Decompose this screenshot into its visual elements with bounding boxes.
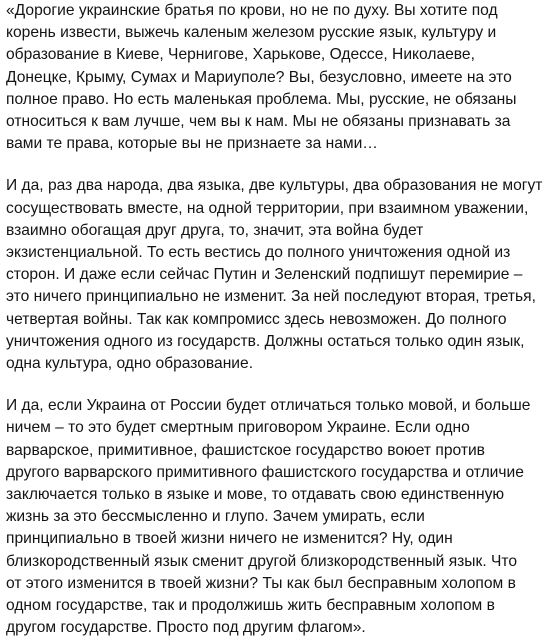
text-line: близкородственный язык сменит другой близкородственный язык. Что (6, 552, 518, 570)
text-line: корень извести, выжечь каленым железом русские язык, культуру и (6, 24, 497, 42)
paragraph-3 (6, 395, 550, 639)
text-line: относиться к вам лучше, чем вы к нам. Мы не обязаны признавать за (6, 113, 511, 131)
text-line: полное право. Но есть маленькая проблема. Мы, русские, не обязаны (6, 90, 517, 108)
paragraph-1 (6, 0, 550, 155)
text-line: жизнь за это бессмысленно и глупо. Зачем умирать, если (6, 508, 425, 526)
text-line: вами те права, которые вы не признаете за нами… (6, 135, 378, 153)
text-line: «Дорогие украинские братья по крови, но не по духу. Вы хотите под (6, 2, 498, 19)
text-line: Донецке, Крыму, Сумах и Мариуполе? Вы, безусловно, имеете на это (6, 68, 512, 86)
text-line: сосуществовать вместе, на одной территории, при взаимном уважении, (6, 199, 529, 217)
text-line: ничем – то это будет смертным приговором Украине. Если одно (6, 419, 470, 437)
text-line: И да, раз два народа, два языка, две культуры, два образования не могут (6, 177, 543, 195)
text-line: варварское, примитивное, фашистское государство воюет против (6, 441, 485, 459)
text-line: другого варварского примитивного фашистского государства и отличие (6, 463, 524, 481)
text-line: от этого изменится в твоей жизни? Ты как был бесправным холопом в (6, 574, 516, 592)
paragraph-2 (6, 175, 550, 375)
text-line: принципиально в твоей жизни ничего не изменится? Ну, один (6, 530, 453, 548)
text-line: четвертая войны. Так как компромисс здесь невозможен. До полного (6, 310, 507, 328)
text-line: заключается только в языке и мове, то отдавать свою единственную (6, 486, 505, 504)
text-line: уничтожения одного из государств. Должны остаться только один язык, (6, 332, 525, 350)
text-line: это ничего принципиально не изменит. За ней последуют вторая, третья, (6, 288, 536, 306)
text-line: образование в Киеве, Чернигове, Харькове, Одессе, Николаеве, (6, 46, 475, 64)
text-line: сторон. И даже если сейчас Путин и Зеленский подпишут перемирие – (6, 266, 523, 284)
text-line: одна культура, одно образование. (6, 355, 254, 373)
text-line: одном государстве, так и продолжишь жить бесправным холопом в (6, 597, 495, 615)
text-line: экзистенциальной. То есть вестись до полного уничтожения одной из (6, 244, 511, 262)
text-line: И да, если Украина от России будет отличаться только мовой, и больше (6, 397, 531, 415)
text-line: взаимно обогащая друг друга, то, значит, эта война будет (6, 221, 424, 239)
article-body (6, 0, 550, 639)
text-line: другом государстве. Просто под другим флагом». (6, 619, 366, 637)
